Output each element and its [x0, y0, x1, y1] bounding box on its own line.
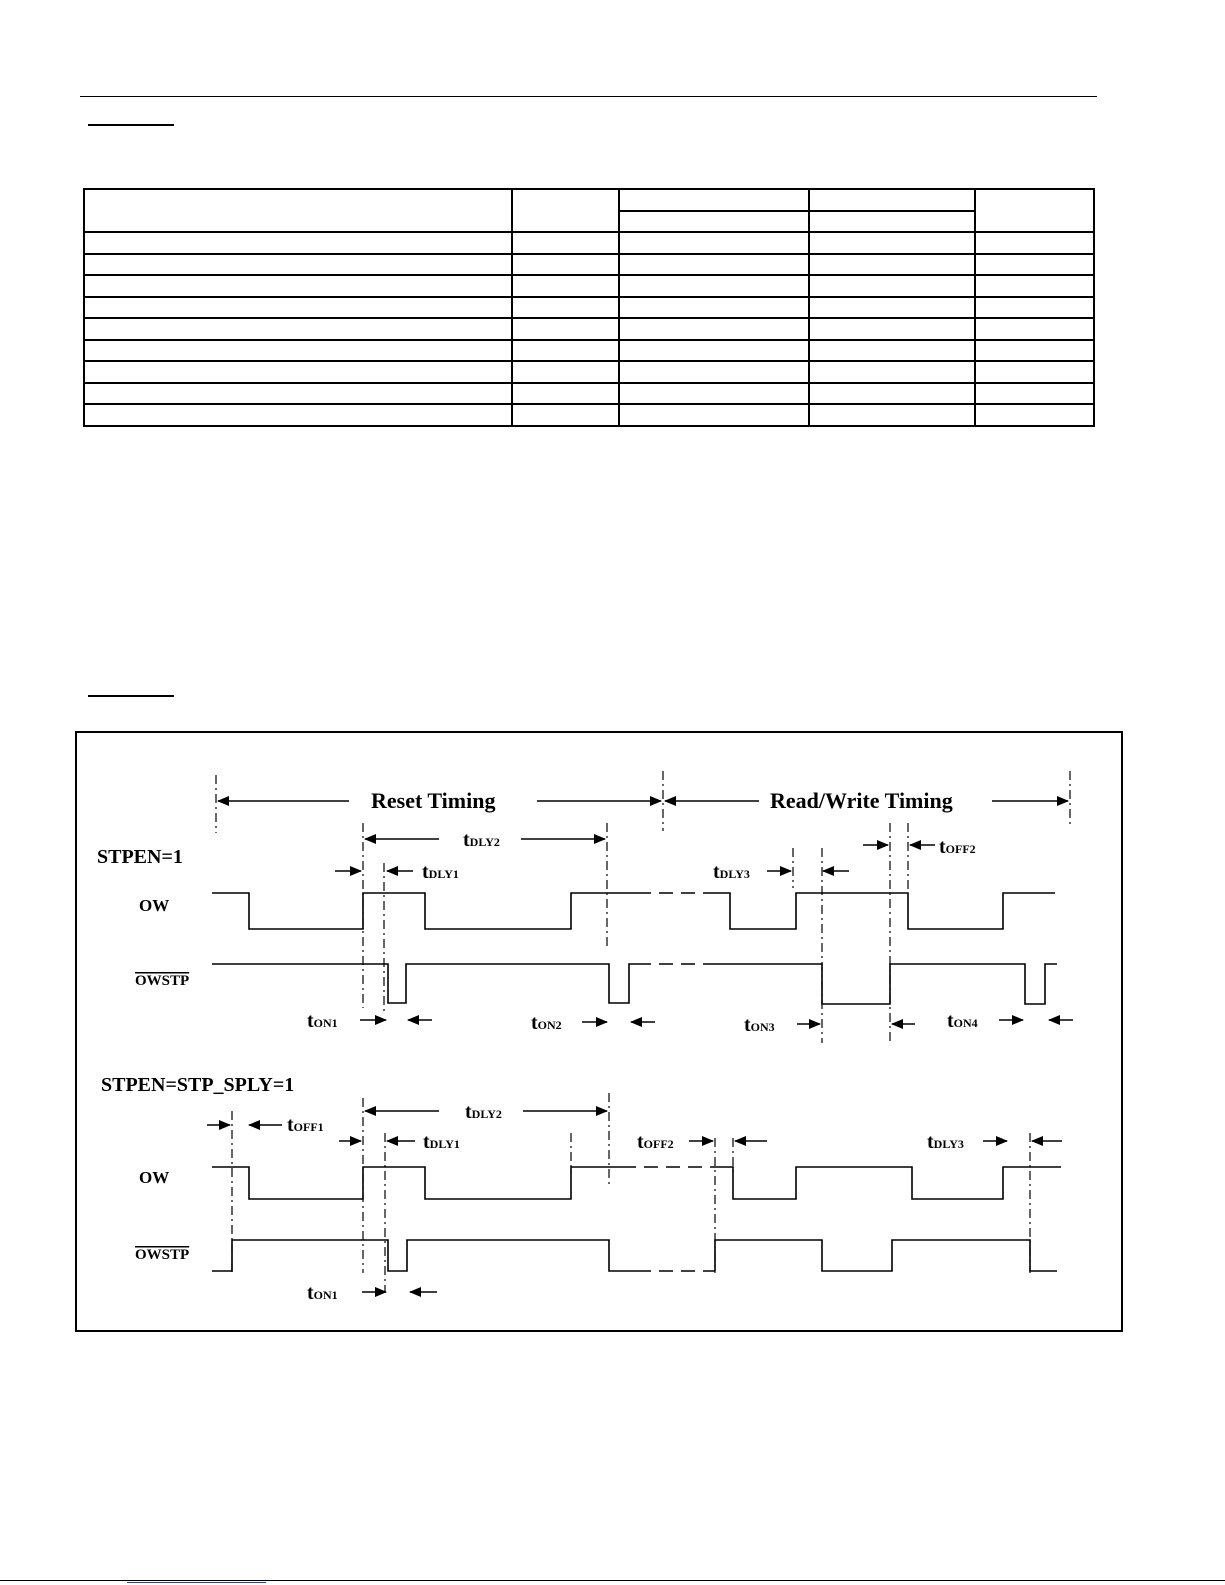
panel-1-ow-waveform-rw	[703, 893, 1055, 929]
panel-1-ow-label: OW	[139, 896, 170, 915]
panel-1-owstp-label: OWSTP	[135, 973, 190, 989]
table-row	[84, 340, 1094, 362]
table-cell	[975, 189, 1094, 232]
panel-2-owstp-label: OWSTP	[135, 1247, 190, 1263]
toff2-label: tOFF2	[939, 836, 976, 858]
panel-2-ow-waveform	[212, 1167, 622, 1199]
table-row	[84, 297, 1094, 319]
header-rule	[80, 96, 1097, 97]
section-heading-mark	[88, 124, 174, 126]
table-cell	[619, 189, 809, 211]
ton1-label-2: tON1	[307, 1282, 338, 1304]
panel-2-owstp-waveform	[212, 1240, 637, 1271]
table-row	[84, 383, 1094, 405]
ton4-label: tON4	[947, 1010, 978, 1032]
table-row	[84, 232, 1094, 254]
table-cell	[512, 189, 619, 232]
ton3-label: tON3	[744, 1014, 775, 1036]
table-header-row	[84, 189, 1094, 211]
panel-1-owstp-waveform	[212, 964, 637, 1003]
tdly3-label: tDLY3	[713, 861, 750, 883]
panel-2-mode-label: STPEN=STP_SPLY=1	[101, 1074, 295, 1096]
panel-2-ow-label: OW	[139, 1168, 170, 1187]
ton2-label: tON2	[531, 1012, 562, 1034]
tdly2-label-2: tDLY2	[465, 1101, 502, 1123]
panel-2-ow-waveform-rw	[715, 1167, 1061, 1199]
tdly2-label: tDLY2	[463, 829, 500, 851]
panel-1-ow-waveform	[212, 893, 637, 929]
tdly3-label-2: tDLY3	[927, 1131, 964, 1153]
footer-link-underline[interactable]	[127, 1582, 266, 1583]
footer-rule	[0, 1580, 1225, 1581]
table-cell	[619, 211, 809, 233]
ton1-label: tON1	[307, 1010, 338, 1032]
timing-diagram-figure	[75, 731, 1123, 1332]
toff2-label-2: tOFF2	[637, 1131, 674, 1153]
toff1-label: tOFF1	[287, 1114, 324, 1136]
panel-1-owstp-waveform-rw	[707, 964, 1057, 1004]
section-heading-mark	[88, 695, 174, 697]
readwrite-timing-label: Read/Write Timing	[770, 788, 953, 813]
panel-1-mode-label: STPEN=1	[97, 846, 183, 868]
table-row	[84, 254, 1094, 276]
table-row	[84, 275, 1094, 297]
table-row	[84, 318, 1094, 340]
panel-2-owstp-waveform-rw	[715, 1240, 1057, 1271]
table-row	[84, 361, 1094, 383]
tdly1-label-2: tDLY1	[423, 1131, 460, 1153]
table-cell	[84, 189, 512, 232]
tdly1-label: tDLY1	[422, 861, 459, 883]
table-cell	[809, 211, 975, 233]
timing-parameter-table	[83, 188, 1095, 427]
table-cell	[809, 189, 975, 211]
table-row	[84, 404, 1094, 426]
reset-timing-label: Reset Timing	[371, 788, 496, 813]
timing-diagram	[77, 733, 1125, 1334]
